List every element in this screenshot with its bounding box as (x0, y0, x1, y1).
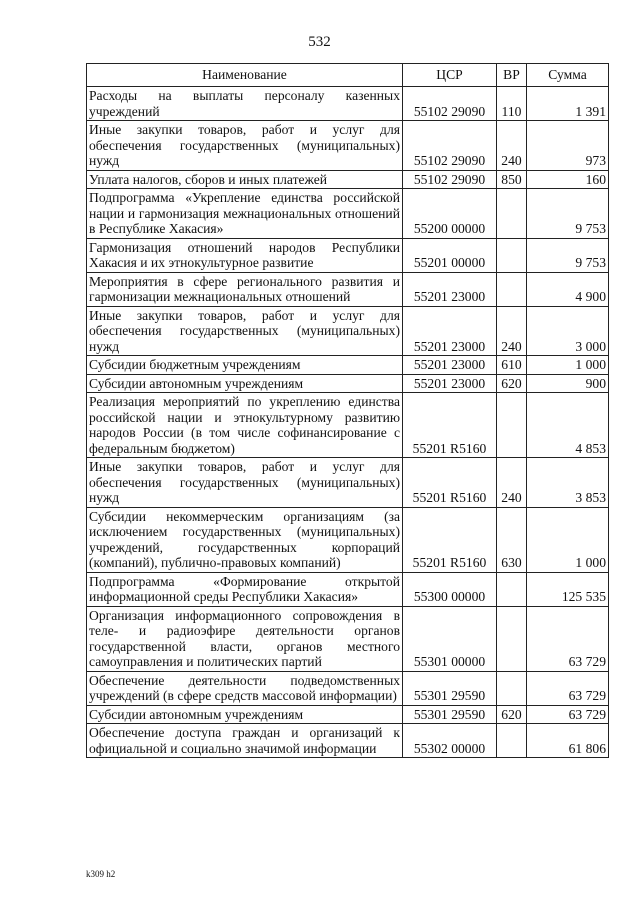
row-csr-cell: 55201 23000 (403, 356, 497, 375)
row-name-cell: Мероприятия в сфере регионального развития и гармонизации межнациональных отношений (87, 272, 403, 306)
row-sum-cell: 61 806 (527, 724, 609, 758)
row-sum-cell: 1 000 (527, 356, 609, 375)
row-name-cell: Обеспечение доступа граждан и организаций к официальной и социально значимой информации (87, 724, 403, 758)
header-name: Наименование (87, 64, 403, 87)
table-row (87, 238, 609, 272)
row-csr-cell: 55201 R5160 (403, 507, 497, 572)
row-name-cell: Подпрограмма «Укрепление единства российской нации и гармонизация межнациональных отношений в Республике Хакасия» (87, 189, 403, 239)
row-sum-cell: 3 000 (527, 306, 609, 356)
row-sum-cell: 4 900 (527, 272, 609, 306)
row-vr-cell (497, 671, 527, 705)
row-vr-cell: 110 (497, 87, 527, 121)
row-name-cell: Субсидии некоммерческим организациям (за исключением государственных (муниципальных) учреждений, государственных корпораций (компаний), публично-правовых компаний) (87, 507, 403, 572)
budget-table (86, 63, 609, 758)
row-vr-cell (497, 572, 527, 606)
row-name-cell: Уплата налогов, сборов и иных платежей (87, 170, 403, 189)
table-row (87, 705, 609, 724)
row-vr-cell: 850 (497, 170, 527, 189)
row-name-cell: Обеспечение деятельности подведомственных учреждений (в сфере средств массовой информации) (87, 671, 403, 705)
row-sum-cell: 1 391 (527, 87, 609, 121)
row-csr-cell: 55301 29590 (403, 671, 497, 705)
row-vr-cell: 630 (497, 507, 527, 572)
footer-code: k309 h2 (86, 869, 116, 879)
row-vr-cell (497, 272, 527, 306)
table-row (87, 507, 609, 572)
row-csr-cell: 55201 00000 (403, 238, 497, 272)
row-vr-cell: 620 (497, 374, 527, 393)
row-name-cell: Субсидии бюджетным учреждениям (87, 356, 403, 375)
row-vr-cell: 240 (497, 121, 527, 171)
row-csr-cell: 55201 R5160 (403, 393, 497, 458)
row-csr-cell: 55102 29090 (403, 121, 497, 171)
row-sum-cell: 9 753 (527, 189, 609, 239)
row-vr-cell (497, 393, 527, 458)
row-sum-cell: 63 729 (527, 606, 609, 671)
row-vr-cell (497, 724, 527, 758)
table-row (87, 606, 609, 671)
table-row (87, 671, 609, 705)
row-csr-cell: 55201 R5160 (403, 458, 497, 508)
row-vr-cell: 240 (497, 306, 527, 356)
table-row (87, 393, 609, 458)
row-name-cell: Иные закупки товаров, работ и услуг для обеспечения государственных (муниципальных) нужд (87, 121, 403, 171)
row-sum-cell: 1 000 (527, 507, 609, 572)
table-row (87, 170, 609, 189)
row-sum-cell: 4 853 (527, 393, 609, 458)
row-vr-cell (497, 189, 527, 239)
header-vr: ВР (497, 64, 527, 87)
row-name-cell: Гармонизация отношений народов Республики Хакасия и их этнокультурное развитие (87, 238, 403, 272)
row-name-cell: Иные закупки товаров, работ и услуг для обеспечения государственных (муниципальных) нужд (87, 306, 403, 356)
row-csr-cell: 55300 00000 (403, 572, 497, 606)
table-row (87, 306, 609, 356)
page-number: 532 (308, 34, 331, 50)
row-sum-cell: 3 853 (527, 458, 609, 508)
row-csr-cell: 55302 00000 (403, 724, 497, 758)
table-row (87, 121, 609, 171)
header-sum: Сумма (527, 64, 609, 87)
row-vr-cell: 620 (497, 705, 527, 724)
row-name-cell: Иные закупки товаров, работ и услуг для обеспечения государственных (муниципальных) нужд (87, 458, 403, 508)
row-name-cell: Подпрограмма «Формирование открытой информационной среды Республики Хакасия» (87, 572, 403, 606)
table-row (87, 724, 609, 758)
row-csr-cell: 55201 23000 (403, 374, 497, 393)
row-csr-cell: 55200 00000 (403, 189, 497, 239)
row-vr-cell: 240 (497, 458, 527, 508)
row-csr-cell: 55301 29590 (403, 705, 497, 724)
row-csr-cell: 55201 23000 (403, 306, 497, 356)
row-vr-cell: 610 (497, 356, 527, 375)
row-sum-cell: 125 535 (527, 572, 609, 606)
row-sum-cell: 160 (527, 170, 609, 189)
table-row (87, 189, 609, 239)
row-csr-cell: 55301 00000 (403, 606, 497, 671)
table-body (87, 87, 609, 758)
header-csr: ЦСР (403, 64, 497, 87)
table-row (87, 458, 609, 508)
row-sum-cell: 63 729 (527, 671, 609, 705)
row-name-cell: Реализация мероприятий по укреплению единства российской нации и этнокультурному развитию народов России (в том числе софинансирование с федеральным бюджетом) (87, 393, 403, 458)
table-row (87, 572, 609, 606)
row-vr-cell (497, 606, 527, 671)
row-csr-cell: 55102 29090 (403, 170, 497, 189)
row-name-cell: Субсидии автономным учреждениям (87, 705, 403, 724)
row-vr-cell (497, 238, 527, 272)
row-name-cell: Организация информационного сопровождения в теле- и радиоэфире деятельности органов государственной власти, органов местного самоуправления и политических партий (87, 606, 403, 671)
row-sum-cell: 63 729 (527, 705, 609, 724)
row-sum-cell: 9 753 (527, 238, 609, 272)
row-csr-cell: 55201 23000 (403, 272, 497, 306)
row-sum-cell: 900 (527, 374, 609, 393)
row-csr-cell: 55102 29090 (403, 87, 497, 121)
table-row (87, 356, 609, 375)
table-row (87, 272, 609, 306)
row-sum-cell: 973 (527, 121, 609, 171)
table-row (87, 374, 609, 393)
table-header-row (87, 64, 609, 87)
row-name-cell: Расходы на выплаты персоналу казенных учреждений (87, 87, 403, 121)
row-name-cell: Субсидии автономным учреждениям (87, 374, 403, 393)
table-row (87, 87, 609, 121)
